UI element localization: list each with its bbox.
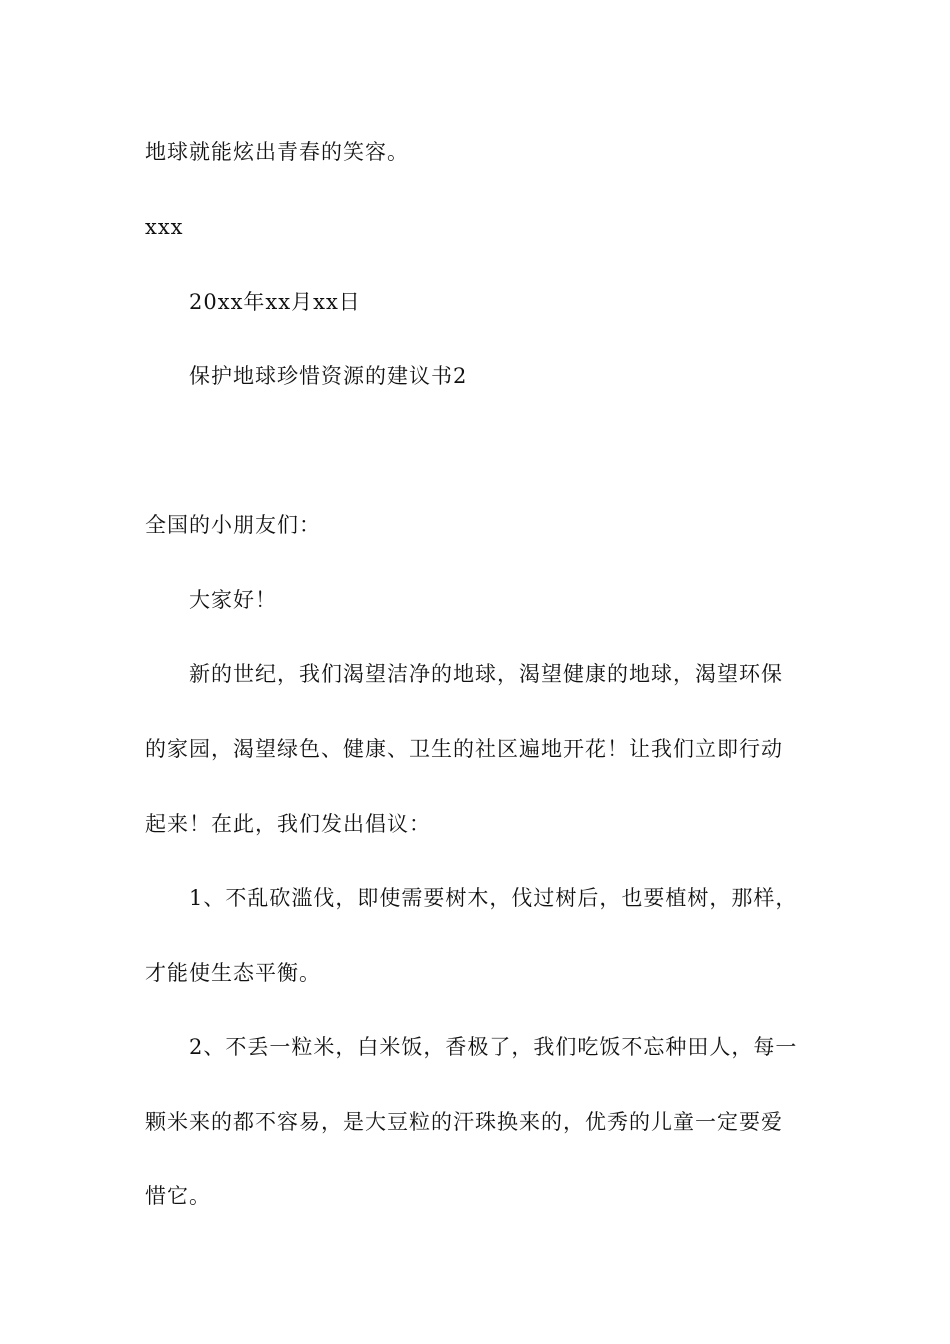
list-item-line: 1、不乱砍滥伐，即使需要树木，伐过树后，也要植树，那样， bbox=[189, 886, 798, 910]
text-line-closing: 地球就能炫出青春的笑容。 bbox=[145, 140, 409, 164]
paragraph-line: 起来！在此，我们发出倡议： bbox=[145, 812, 431, 836]
list-item-line: 颗米来的都不容易，是大豆粒的汗珠换来的，优秀的儿童一定要爱 bbox=[145, 1110, 783, 1134]
paragraph-line: 的家园，渴望绿色、健康、卫生的社区遍地开花！让我们立即行动 bbox=[145, 737, 783, 761]
salutation: 全国的小朋友们： bbox=[145, 513, 321, 537]
list-item-line: 才能使生态平衡。 bbox=[145, 961, 321, 985]
section-title: 保护地球珍惜资源的建议书2 bbox=[189, 364, 468, 388]
signature-name: xxx bbox=[145, 215, 184, 239]
paragraph-line: 新的世纪，我们渴望洁净的地球，渴望健康的地球，渴望环保 bbox=[189, 662, 783, 686]
signature-date: 20xx年xx月xx日 bbox=[189, 290, 361, 314]
list-item-line: 2、不丢一粒米，白米饭，香极了，我们吃饭不忘种田人，每一 bbox=[189, 1035, 798, 1059]
greeting: 大家好！ bbox=[189, 588, 277, 612]
list-item-line: 惜它。 bbox=[145, 1184, 211, 1208]
